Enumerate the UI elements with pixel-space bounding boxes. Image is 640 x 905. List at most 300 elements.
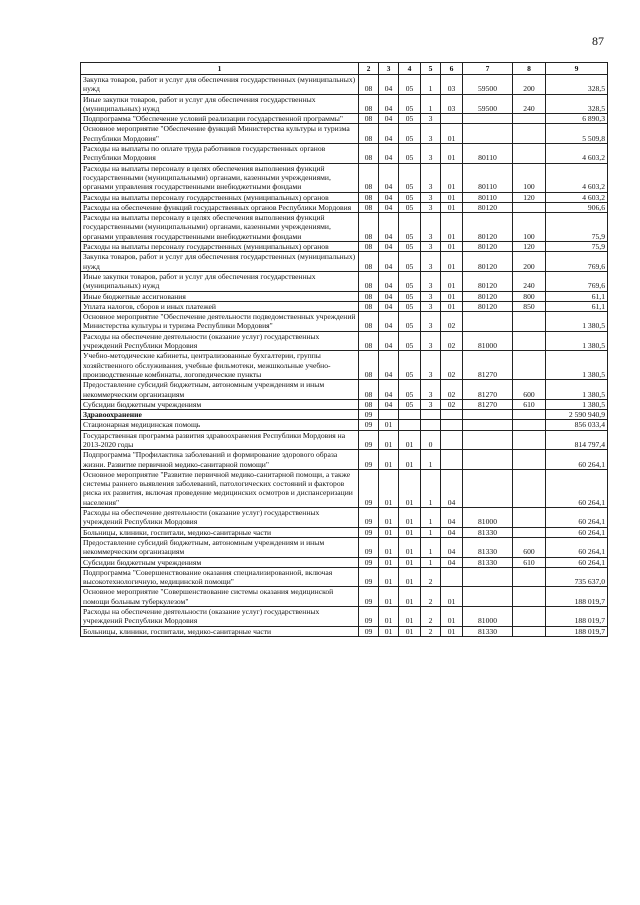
row-amount: 4 603,2 [546,163,608,192]
row-code-c6: 03 [441,75,463,95]
row-name: Субсидии бюджетным учреждениям [81,557,359,567]
row-code-c5 [421,410,441,420]
row-code-c5: 3 [421,213,441,242]
table-row [81,410,608,420]
row-code-c6 [441,430,463,450]
row-code-c6: 01 [441,607,463,627]
row-code-c3: 04 [379,192,399,202]
row-code-c8 [513,430,546,450]
row-amount: 5 509,8 [546,124,608,144]
row-code-c5: 3 [421,351,441,380]
row-code-c7 [463,410,513,420]
row-code-c3: 01 [379,450,399,470]
row-code-c4: 01 [399,557,421,567]
table-row [81,430,608,450]
row-amount: 328,5 [546,75,608,95]
row-code-c7: 80120 [463,202,513,212]
table-body [81,75,608,637]
row-code-c4: 05 [399,399,421,409]
row-amount: 6 890,3 [546,114,608,124]
row-code-c3: 04 [379,312,399,332]
row-amount: 1 380,5 [546,399,608,409]
row-code-c2: 08 [359,202,379,212]
row-amount: 188 019,7 [546,587,608,607]
row-code-c6: 02 [441,331,463,351]
row-code-c2: 08 [359,399,379,409]
row-code-c8 [513,587,546,607]
row-code-c3: 01 [379,527,399,537]
row-code-c4: 05 [399,291,421,301]
row-code-c4: 05 [399,202,421,212]
row-amount: 769,6 [546,271,608,291]
row-code-c6: 02 [441,399,463,409]
row-code-c2: 09 [359,557,379,567]
row-amount: 735 637,0 [546,567,608,587]
table-row [81,242,608,252]
row-amount: 1 380,5 [546,331,608,351]
row-code-c8 [513,450,546,470]
row-amount: 60 264,1 [546,537,608,557]
row-code-c4: 01 [399,607,421,627]
row-name: Закупка товаров, работ и услуг для обеспечения государственных (муниципальных) нужд [81,75,359,95]
table-row [81,312,608,332]
table-header-row [81,63,608,75]
row-name: Расходы на выплаты персоналу государственных (муниципальных) органов [81,242,359,252]
row-name: Расходы на выплаты по оплате труда работников государственных органов Республики Мордовия [81,144,359,164]
row-code-c7: 80120 [463,271,513,291]
row-code-c5: 3 [421,252,441,272]
row-code-c8: 240 [513,271,546,291]
row-code-c8 [513,331,546,351]
row-code-c3: 04 [379,94,399,114]
row-code-c7: 81330 [463,626,513,636]
row-amount: 1 380,5 [546,312,608,332]
row-amount: 328,5 [546,94,608,114]
row-amount: 1 380,5 [546,351,608,380]
row-code-c2: 08 [359,144,379,164]
column-header-2: 2 [359,63,379,75]
row-name: Иные закупки товаров, работ и услуг для обеспечения государственных (муниципальных) нужд [81,94,359,114]
row-code-c7 [463,124,513,144]
table-row [81,301,608,311]
row-code-c2: 08 [359,351,379,380]
table-row [81,202,608,212]
table-row [81,399,608,409]
row-code-c6: 04 [441,527,463,537]
row-code-c8 [513,626,546,636]
row-code-c6: 01 [441,144,463,164]
row-code-c4: 01 [399,469,421,507]
row-amount: 60 264,1 [546,557,608,567]
row-code-c7: 80110 [463,144,513,164]
row-code-c2: 09 [359,430,379,450]
row-code-c2: 08 [359,114,379,124]
row-amount: 1 380,5 [546,380,608,400]
row-code-c7 [463,587,513,607]
row-code-c3: 04 [379,163,399,192]
row-code-c8 [513,144,546,164]
row-amount: 188 019,7 [546,607,608,627]
row-code-c6 [441,567,463,587]
row-code-c5: 2 [421,626,441,636]
row-code-c7: 81270 [463,351,513,380]
row-code-c6: 01 [441,301,463,311]
row-code-c6 [441,114,463,124]
table-row [81,537,608,557]
row-name: Больницы, клиники, госпитали, медико-санитарные части [81,527,359,537]
row-code-c7: 80110 [463,163,513,192]
row-code-c8: 850 [513,301,546,311]
row-code-c6: 01 [441,242,463,252]
table-row [81,626,608,636]
row-code-c5: 2 [421,607,441,627]
row-code-c4: 01 [399,508,421,528]
table-row [81,252,608,272]
row-code-c6 [441,450,463,470]
row-code-c6: 04 [441,557,463,567]
table-row [81,271,608,291]
row-amount: 4 603,2 [546,192,608,202]
row-code-c2: 09 [359,567,379,587]
row-code-c3 [379,410,399,420]
row-code-c7: 81000 [463,508,513,528]
row-amount: 61,1 [546,291,608,301]
row-name: Предоставление субсидий бюджетным, автономным учреждениям и иным некоммерческим организациям [81,380,359,400]
row-code-c4: 05 [399,351,421,380]
row-name: Основное мероприятие "Развитие первичной медико-санитарной помощи, а также системы раннего выявления заболеваний, патологических состояний и факторов риска их развития, включая проведение медицинских осмотров и диспансеризации населения" [81,469,359,507]
row-code-c8: 800 [513,291,546,301]
table-row [81,527,608,537]
row-code-c8: 610 [513,557,546,567]
row-code-c8: 100 [513,213,546,242]
row-code-c7: 81000 [463,331,513,351]
row-code-c6: 01 [441,271,463,291]
row-name: Иные бюджетные ассигнования [81,291,359,301]
row-code-c2: 09 [359,420,379,430]
row-code-c5: 3 [421,114,441,124]
row-code-c5: 3 [421,192,441,202]
row-code-c7: 81270 [463,399,513,409]
row-code-c2: 09 [359,410,379,420]
row-code-c3: 01 [379,626,399,636]
row-code-c5: 1 [421,508,441,528]
row-code-c2: 08 [359,163,379,192]
row-code-c8: 600 [513,537,546,557]
row-code-c4 [399,420,421,430]
row-amount: 906,6 [546,202,608,212]
row-code-c6: 01 [441,213,463,242]
row-name: Расходы на обеспечение функций государственных органов Республики Мордовия [81,202,359,212]
row-name: Расходы на обеспечение деятельности (оказание услуг) государственных учреждений Республики Мордовия [81,607,359,627]
row-code-c8 [513,567,546,587]
row-code-c8 [513,202,546,212]
row-name: Государственная программа развития здравоохранения Республики Мордовия на 2013-2020 годы [81,430,359,450]
row-code-c5: 3 [421,291,441,301]
row-code-c8: 200 [513,252,546,272]
row-code-c8 [513,410,546,420]
row-code-c8: 240 [513,94,546,114]
row-code-c2: 09 [359,469,379,507]
table-row [81,163,608,192]
row-code-c2: 08 [359,124,379,144]
table-row [81,607,608,627]
row-code-c6: 01 [441,291,463,301]
row-code-c4: 01 [399,430,421,450]
row-code-c2: 08 [359,331,379,351]
row-code-c3: 04 [379,213,399,242]
row-code-c7 [463,450,513,470]
row-code-c4: 05 [399,312,421,332]
row-code-c5: 3 [421,271,441,291]
table-row [81,450,608,470]
table-row [81,351,608,380]
row-code-c7: 81330 [463,527,513,537]
row-code-c7 [463,420,513,430]
row-code-c4: 05 [399,331,421,351]
row-code-c5: 3 [421,144,441,164]
row-name: Подпрограмма "Обеспечение условий реализации государственной программы" [81,114,359,124]
row-code-c7: 81270 [463,380,513,400]
row-code-c7 [463,567,513,587]
row-code-c4: 05 [399,163,421,192]
table-row [81,331,608,351]
row-code-c4: 01 [399,450,421,470]
row-code-c4: 01 [399,567,421,587]
row-code-c2: 08 [359,75,379,95]
row-name: Предоставление субсидий бюджетным, автономным учреждениям и иным некоммерческим организациям [81,537,359,557]
row-amount: 856 033,4 [546,420,608,430]
table-row [81,114,608,124]
row-name: Иные закупки товаров, работ и услуг для обеспечения государственных (муниципальных) нужд [81,271,359,291]
row-code-c6: 01 [441,252,463,272]
row-code-c5: 3 [421,312,441,332]
table-row [81,94,608,114]
row-code-c2: 09 [359,537,379,557]
row-code-c5: 1 [421,94,441,114]
row-code-c7 [463,312,513,332]
table-row [81,420,608,430]
row-code-c2: 08 [359,252,379,272]
row-code-c2: 09 [359,587,379,607]
row-code-c7: 80120 [463,213,513,242]
row-amount: 188 019,7 [546,626,608,636]
column-header-6: 6 [441,63,463,75]
row-code-c2: 08 [359,213,379,242]
row-code-c2: 08 [359,380,379,400]
row-code-c3: 04 [379,380,399,400]
column-header-7: 7 [463,63,513,75]
column-header-4: 4 [399,63,421,75]
row-code-c4: 05 [399,94,421,114]
row-code-c6: 02 [441,312,463,332]
row-code-c7: 81000 [463,607,513,627]
row-code-c8: 600 [513,380,546,400]
row-code-c3: 01 [379,420,399,430]
row-code-c3: 04 [379,242,399,252]
row-name: Основное мероприятие "Обеспечение деятельности подведомственных учреждений Министерства культуры и туризма Республики Мордовия" [81,312,359,332]
row-amount: 75,9 [546,213,608,242]
row-code-c5: 3 [421,301,441,311]
row-name: Закупка товаров, работ и услуг для обеспечения государственных (муниципальных) нужд [81,252,359,272]
row-code-c3: 04 [379,75,399,95]
row-code-c4: 05 [399,114,421,124]
table-row [81,380,608,400]
table-row [81,508,608,528]
row-code-c4: 05 [399,75,421,95]
row-code-c4: 01 [399,537,421,557]
row-code-c3: 04 [379,351,399,380]
row-code-c6: 01 [441,124,463,144]
row-code-c6: 01 [441,192,463,202]
row-code-c4: 05 [399,213,421,242]
budget-table [80,62,608,637]
row-name: Субсидии бюджетным учреждениям [81,399,359,409]
table-row [81,587,608,607]
row-code-c6: 04 [441,508,463,528]
row-code-c8: 120 [513,242,546,252]
row-code-c8 [513,351,546,380]
row-code-c6 [441,410,463,420]
row-code-c8 [513,312,546,332]
row-name: Больницы, клиники, госпитали, медико-санитарные части [81,626,359,636]
row-name: Основное мероприятие "Совершенствование системы оказания медицинской помощи больным туберкулезом" [81,587,359,607]
row-code-c7 [463,469,513,507]
row-code-c4: 05 [399,301,421,311]
table-row [81,213,608,242]
row-code-c2: 08 [359,242,379,252]
row-amount: 60 264,1 [546,450,608,470]
row-code-c4: 05 [399,242,421,252]
row-code-c5: 1 [421,537,441,557]
row-code-c6: 01 [441,202,463,212]
row-code-c3: 04 [379,399,399,409]
row-code-c7: 59500 [463,94,513,114]
row-code-c5: 2 [421,587,441,607]
row-code-c2: 09 [359,508,379,528]
row-code-c3: 01 [379,508,399,528]
row-code-c3: 04 [379,124,399,144]
row-code-c6: 01 [441,626,463,636]
row-code-c3: 01 [379,567,399,587]
table-row [81,75,608,95]
row-code-c7: 80120 [463,301,513,311]
row-code-c8 [513,469,546,507]
row-code-c5: 3 [421,331,441,351]
row-code-c3: 04 [379,144,399,164]
row-code-c2: 09 [359,527,379,537]
row-code-c3: 01 [379,607,399,627]
row-code-c7: 59500 [463,75,513,95]
row-code-c3: 04 [379,301,399,311]
row-code-c5: 2 [421,567,441,587]
row-code-c6: 01 [441,163,463,192]
row-amount: 4 603,2 [546,144,608,164]
row-name: Расходы на выплаты персоналу в целях обеспечения выполнения функций государственными (муниципальными) органами, казенными учреждениями, органами управления государственными внебюджетными фондами [81,213,359,242]
row-code-c5: 3 [421,163,441,192]
table-row [81,469,608,507]
column-header-8: 8 [513,63,546,75]
row-code-c5: 1 [421,469,441,507]
row-code-c6: 03 [441,94,463,114]
row-code-c2: 08 [359,312,379,332]
row-code-c2: 08 [359,192,379,202]
row-code-c3: 04 [379,291,399,301]
row-code-c8: 100 [513,163,546,192]
row-code-c6 [441,420,463,430]
row-code-c3: 04 [379,331,399,351]
row-code-c4: 05 [399,192,421,202]
row-code-c5: 3 [421,380,441,400]
row-name: Уплата налогов, сборов и иных платежей [81,301,359,311]
row-code-c5: 3 [421,202,441,212]
row-code-c5: 1 [421,75,441,95]
row-code-c3: 04 [379,252,399,272]
row-code-c2: 08 [359,94,379,114]
row-code-c7: 81330 [463,557,513,567]
row-name: Расходы на выплаты персоналу государственных (муниципальных) органов [81,192,359,202]
table-row [81,124,608,144]
row-code-c5: 3 [421,399,441,409]
row-name: Подпрограмма "Профилактика заболеваний и формирование здорового образа жизни. Развитие первичной медико-санитарной помощи" [81,450,359,470]
row-name: Стационарная медицинская помощь [81,420,359,430]
row-amount: 2 590 940,9 [546,410,608,420]
row-code-c3: 01 [379,469,399,507]
row-code-c3: 01 [379,430,399,450]
row-amount: 769,6 [546,252,608,272]
row-code-c4: 01 [399,527,421,537]
row-code-c6: 04 [441,469,463,507]
row-code-c2: 09 [359,450,379,470]
row-code-c2: 09 [359,626,379,636]
column-header-9: 9 [546,63,608,75]
row-code-c4: 05 [399,380,421,400]
row-code-c5: 3 [421,124,441,144]
row-code-c7: 80120 [463,252,513,272]
row-amount: 61,1 [546,301,608,311]
row-name: Подпрограмма "Совершенствование оказания специализированной, включая высокотехнологичную, медицинской помощи" [81,567,359,587]
row-code-c4: 05 [399,252,421,272]
table-row [81,567,608,587]
row-code-c3: 04 [379,202,399,212]
row-code-c7: 80120 [463,242,513,252]
row-code-c5: 3 [421,242,441,252]
row-code-c6: 02 [441,380,463,400]
row-amount: 75,9 [546,242,608,252]
row-code-c4: 01 [399,626,421,636]
row-name: Расходы на обеспечение деятельности (оказание услуг) государственных учреждений Республики Мордовия [81,331,359,351]
table-row [81,192,608,202]
row-amount: 814 797,4 [546,430,608,450]
row-code-c4: 05 [399,124,421,144]
row-code-c6: 04 [441,537,463,557]
row-code-c2: 08 [359,301,379,311]
row-code-c8: 200 [513,75,546,95]
row-code-c6: 02 [441,351,463,380]
column-header-1: 1 [81,63,359,75]
row-code-c7: 80110 [463,192,513,202]
page-number: 87 [592,34,604,48]
row-code-c5 [421,420,441,430]
row-code-c7 [463,430,513,450]
row-code-c3: 01 [379,587,399,607]
row-code-c7: 80120 [463,291,513,301]
row-code-c8 [513,508,546,528]
row-amount: 60 264,1 [546,508,608,528]
row-code-c8 [513,527,546,537]
row-name: Расходы на выплаты персоналу в целях обеспечения выполнения функций государственными (муниципальными) органами, казенными учреждениями, органами управления государственными внебюджетными фондами [81,163,359,192]
table-row [81,291,608,301]
row-code-c7 [463,114,513,124]
